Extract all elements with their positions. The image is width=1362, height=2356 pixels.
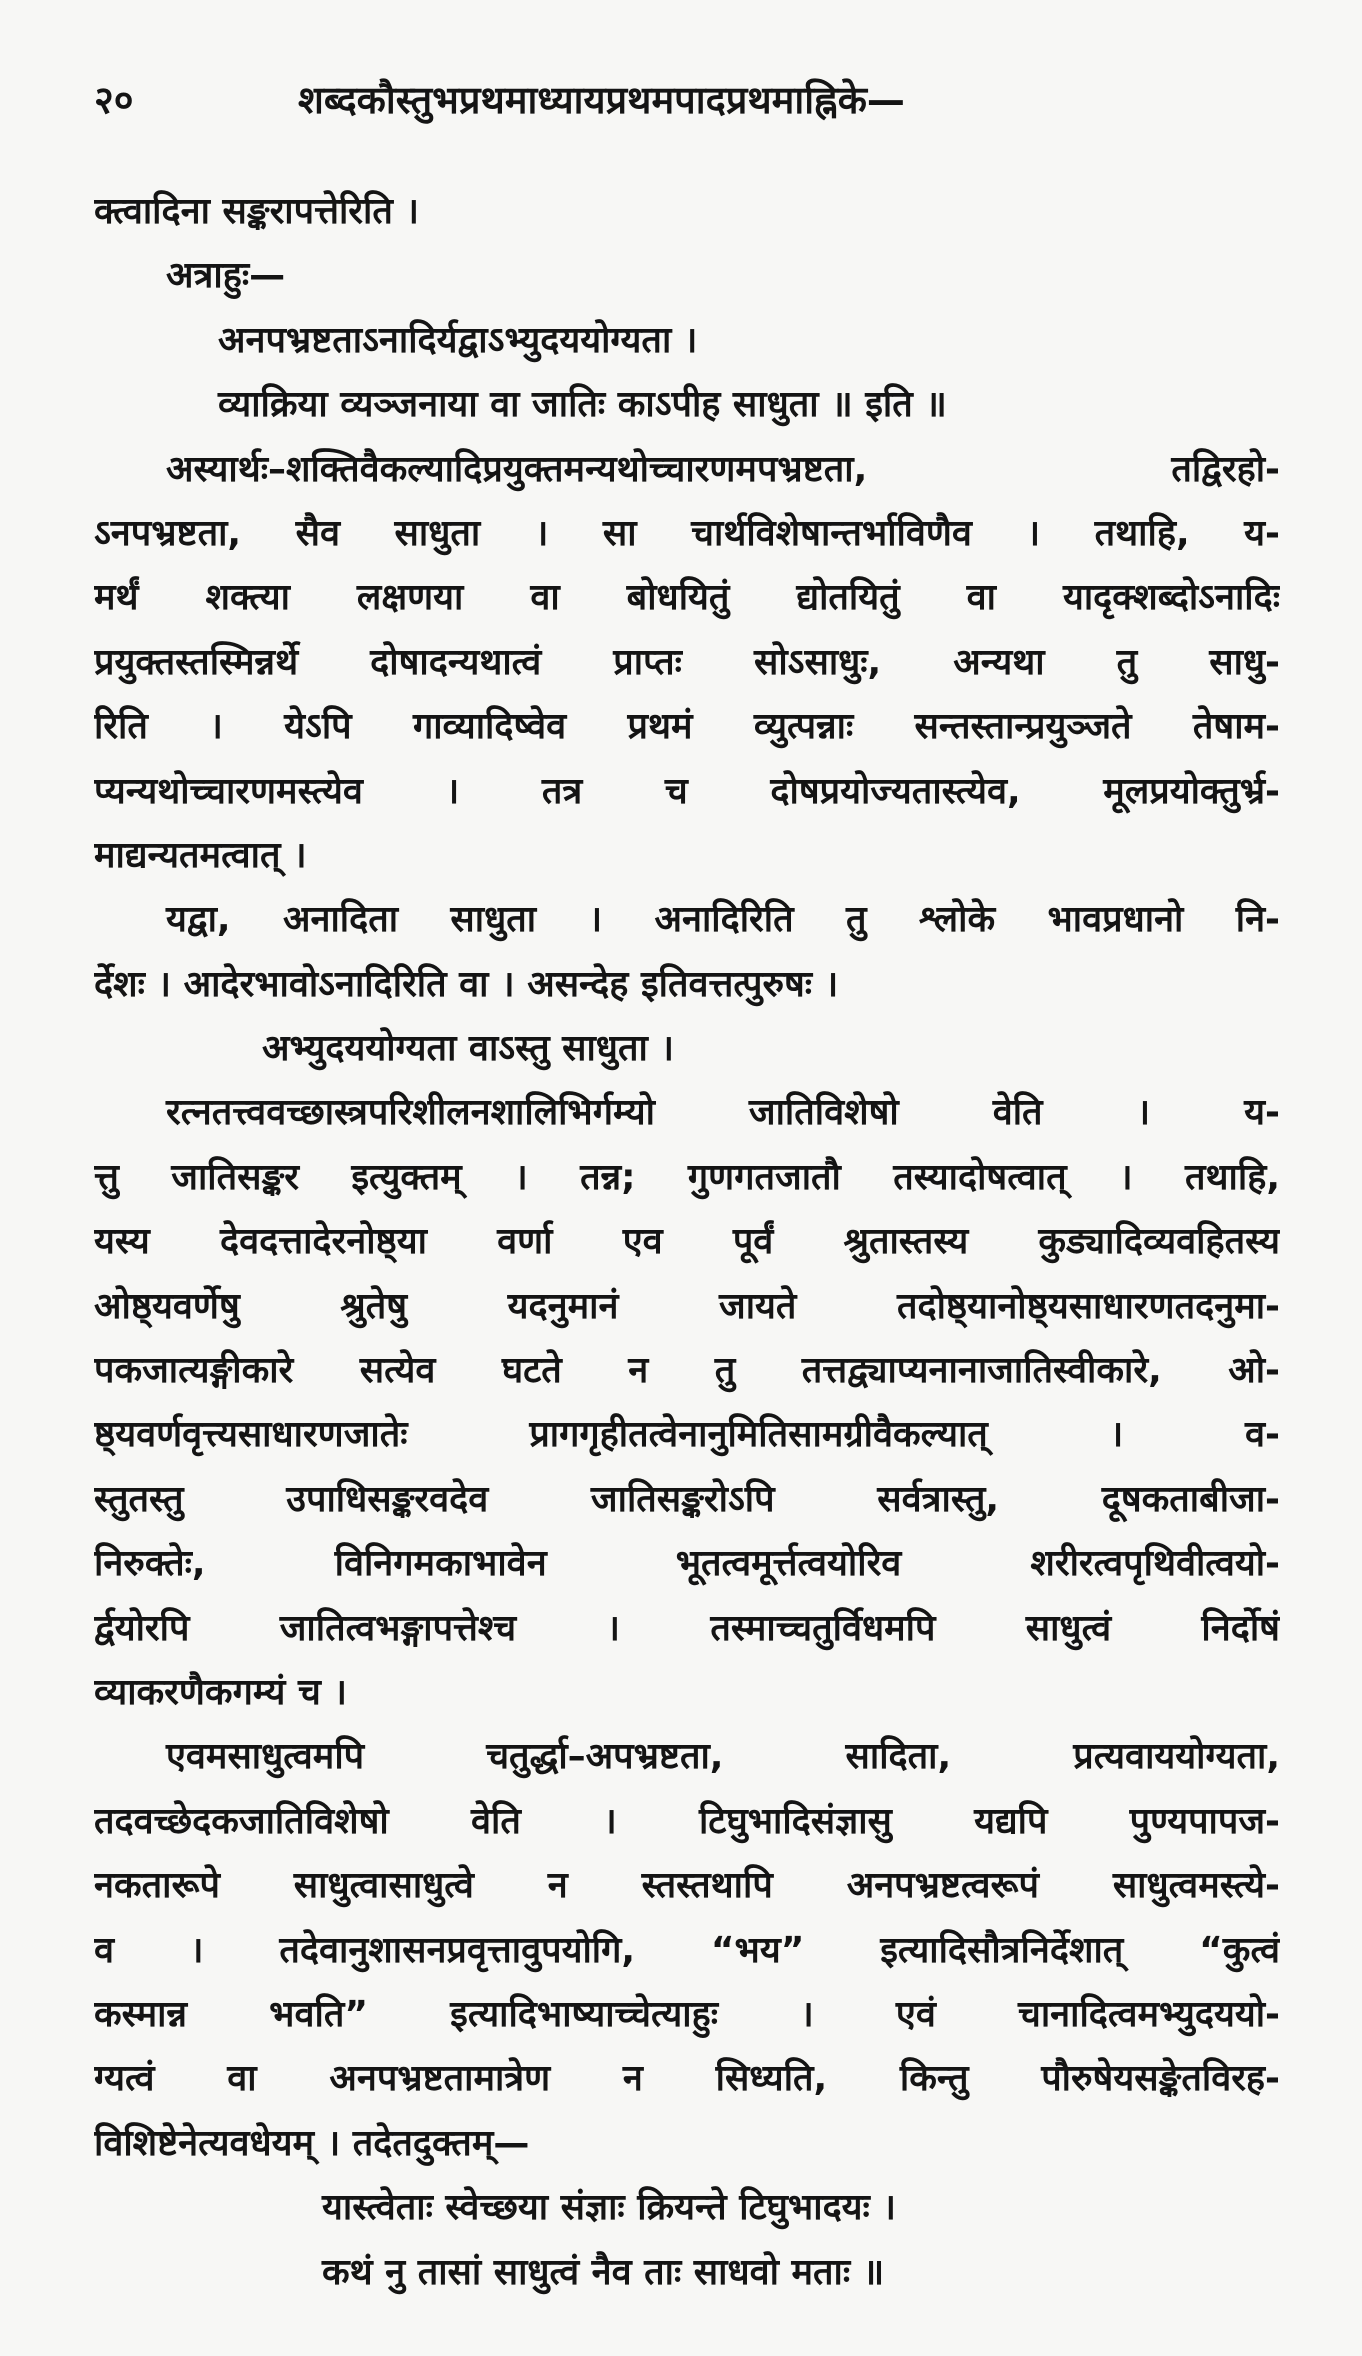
text-line: यस्य देवदत्तादेरनोष्ठ्या वर्णा एव पूर्वं श्रुतास्तस्य कुड्यादिव्यवहितस्य — [94, 1221, 1280, 1263]
text-line: विशिष्टेनेत्यवधेयम् । तदेतदुक्तम्— — [94, 2122, 530, 2164]
text-line: रत्नतत्त्ववच्छास्त्रपरिशीलनशालिभिर्गम्यो जातिविशेषो वेति । य- — [166, 1092, 1280, 1134]
text-line: ओष्ठ्यवर्णेषु श्रुतेषु यदनुमानं जायते तदोष्ठ्यानोष्ठ्यसाधारणतदनुमा- — [94, 1285, 1280, 1327]
text-line: निरुक्तेः, विनिगमकाभावेन भूतत्वमूर्त्तत्वयोरिव शरीरत्वपृथिवीत्वयो- — [94, 1543, 1280, 1585]
text-line: कथं नु तासां साधुत्वं नैव ताः साधवो मताः ॥ — [322, 2251, 885, 2293]
text-line: कस्मान्न भवति” इत्यादिभाष्याच्चेत्याहुः । एवं चानादित्वमभ्युदययो- — [94, 1993, 1280, 2035]
text-line: व्याक्रिया व्यञ्जनाया वा जातिः काऽपीह साधुता ॥ इति ॥ — [218, 384, 947, 426]
text-line: प्यन्यथोच्चारणमस्त्येव । तत्र च दोषप्रयोज्यतास्त्येव, मूलप्रयोक्तुर्भ्र- — [94, 770, 1280, 812]
text-line: ऽनपभ्रष्टता, सैव साधुता । सा चार्थविशेषान्तर्भाविणैव । तथाहि, य- — [94, 512, 1280, 554]
text-line: ग्यत्वं वा अनपभ्रष्टतामात्रेण न सिध्यति, किन्तु पौरुषेयसङ्केतविरह- — [94, 2058, 1280, 2100]
text-line: मर्थं शक्त्या लक्षणया वा बोधयितुं द्योतयितुं वा यादृक्शब्दोऽनादिः — [94, 577, 1280, 619]
text-line: ष्ठ्यवर्णवृत्त्यसाधारणजातेः प्रागगृहीतत्वेनानुमितिसामग्रीवैकल्यात् । व- — [94, 1414, 1280, 1456]
text-line: क्त्वादिना सङ्करापत्तेरिति । — [94, 191, 420, 232]
text-line: स्तुतस्तु उपाधिसङ्करवदेव जातिसङ्करोऽपि सर्वत्रास्तु, दूषकताबीजा- — [94, 1478, 1280, 1520]
page-header — [94, 70, 1274, 130]
text-line: अत्राहुः— — [166, 255, 286, 297]
text-line: एवमसाधुत्वमपि चतुर्द्धा–अपभ्रष्टता, सादिता, प्रत्यवाययोग्यता, — [166, 1736, 1280, 1778]
text-line: व्याकरणैकगम्यं च । — [94, 1671, 347, 1713]
text-line: नकतारूपे साधुत्वासाधुत्वे न स्तस्तथापि अनपभ्रष्टत्वरूपं साधुत्वमस्त्ये- — [94, 1865, 1280, 1907]
text-line: यद्वा, अनादिता साधुता । अनादिरिति तु श्लोके भावप्रधानो नि- — [166, 899, 1280, 941]
text-line: यास्त्वेताः स्वेच्छया संज्ञाः क्रियन्ते टिघुभादयः । — [322, 2187, 897, 2229]
page-number: २० — [94, 78, 134, 122]
text-line: अस्यार्थः–शक्तिवैकल्यादिप्रयुक्तमन्यथोच्चारणमपभ्रष्टता, तद्विरहो- — [166, 448, 1280, 490]
text-line: तदवच्छेदकजातिविशेषो वेति । टिघुभादिसंज्ञासु यद्यपि पुण्यपापज- — [94, 1800, 1280, 1842]
text-line: र्देशः । आदेरभावोऽनादिरिति वा । असन्देह इतिवत्तत्पुरुषः । — [94, 963, 839, 1005]
running-title: शब्दकौस्तुभप्रथमाध्यायप्रथमपादप्रथमाह्निके— — [298, 78, 905, 122]
text-line: रिति । येऽपि गाव्यादिष्वेव प्रथमं व्युत्पन्नाः सन्तस्तान्प्रयुञ्जते तेषाम- — [94, 706, 1280, 748]
text-line: व । तदेवानुशासनप्रवृत्तावुपयोगि, “भय” इत्यादिसौत्रनिर्देशात् “कुत्वं — [94, 1929, 1280, 1971]
text-line: र्द्वयोरपि जातित्वभङ्गापत्तेश्च । तस्माच्चतुर्विधमपि साधुत्वं निर्दोषं — [94, 1607, 1280, 1649]
text-line: अनपभ्रष्टताऽनादिर्यद्वाऽभ्युदययोग्यता । — [218, 319, 698, 361]
text-line: त्तु जातिसङ्कर इत्युक्तम् । तन्न; गुणगतजातौ तस्यादोषत्वात् । तथाहि, — [94, 1156, 1280, 1198]
text-line: पकजात्यङ्गीकारे सत्येव घटते न तु तत्तद्व्याप्यनानाजातिस्वीकारे, ओ- — [94, 1350, 1280, 1392]
text-line: अभ्युदययोग्यता वाऽस्तु साधुता । — [262, 1028, 674, 1070]
body-text — [94, 180, 1280, 2305]
text-line: माद्यन्यतमत्वात् । — [94, 834, 307, 876]
text-line: प्रयुक्तस्तस्मिन्नर्थे दोषादन्यथात्वं प्राप्तः सोऽसाधुः, अन्यथा तु साधु- — [94, 641, 1280, 683]
